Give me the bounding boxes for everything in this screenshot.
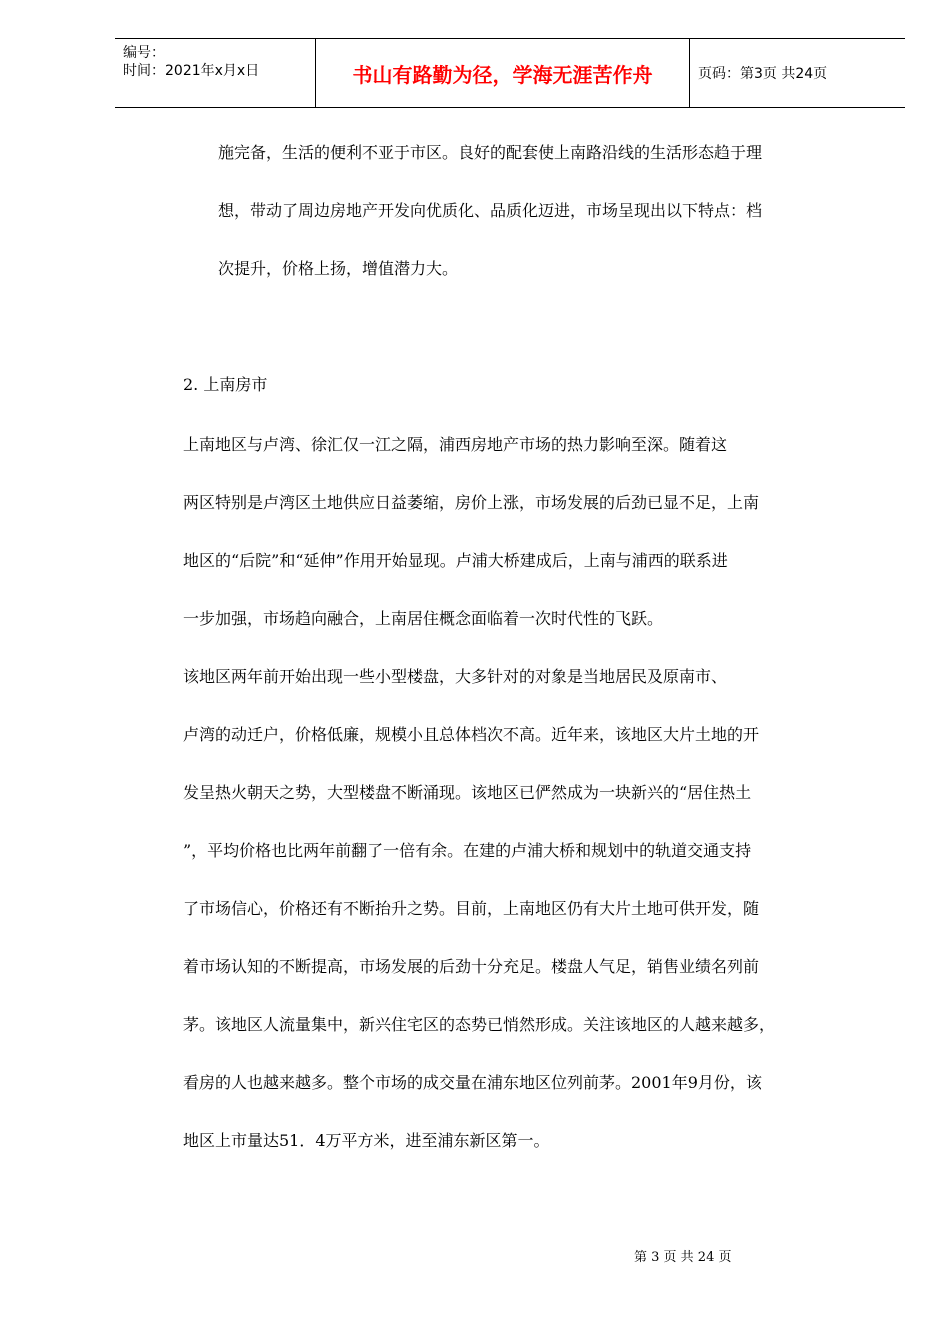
para3-line-9: 地区上市量达51．4万平方米，进至浦东新区第一。: [183, 1131, 550, 1150]
para2-line-4: 一步加强，市场趋向融合，上南居住概念面临着一次时代性的飞跃。: [183, 609, 664, 628]
para2-line-2: 两区特别是卢湾区土地供应日益萎缩，房价上涨，市场发展的后劲已显不足，上南: [183, 493, 760, 512]
para3-line-3: 发呈热火朝天之势，大型楼盘不断涌现。该地区已俨然成为一块新兴的“居住热土: [183, 783, 752, 802]
header-meta: [115, 39, 316, 107]
time-label: 时间：2021年x月x日: [123, 63, 260, 79]
para2-line-3: 地区的“后院”和“延伸”作用开始显现。卢浦大桥建成后，上南与浦西的联系进: [183, 551, 728, 570]
header-page-label: 页码：第3页 共24页: [698, 66, 828, 82]
para2-line-1: 上南地区与卢湾、徐汇仅一江之隔，浦西房地产市场的热力影响至深。随着这: [183, 435, 728, 454]
para3-line-8: 看房的人也越来越多。整个市场的成交量在浦东地区位列前茅。2001年9月份，该: [183, 1073, 762, 1092]
section-heading: 2. 上南房市: [183, 375, 268, 394]
para1-line-3: 次提升，价格上扬，增值潜力大。: [218, 259, 459, 278]
page-footer: 第 3 页 共 24 页: [634, 1250, 732, 1265]
header-motto: 书山有路勤为径，学海无涯苦作舟: [316, 39, 690, 107]
para3-line-1: 该地区两年前开始出现一些小型楼盘，大多针对的对象是当地居民及原南市、: [183, 667, 728, 686]
para3-line-4: ”，平均价格也比两年前翻了一倍有余。在建的卢浦大桥和规划中的轨道交通支持: [183, 841, 752, 860]
para3-line-7: 茅。该地区人流量集中，新兴住宅区的态势已悄然形成。关注该地区的人越来越多，: [183, 1015, 776, 1034]
para3-line-6: 着市场认知的不断提高，市场发展的后劲十分充足。楼盘人气足，销售业绩名列前: [183, 957, 760, 976]
para1-line-1: 施完备，生活的便利不亚于市区。良好的配套使上南路沿线的生活形态趋于理: [218, 143, 763, 162]
para3-line-2: 卢湾的动迁户，价格低廉，规模小且总体档次不高。近年来，该地区大片土地的开: [183, 725, 760, 744]
number-label: 编号：: [123, 45, 165, 61]
para1-line-2: 想，带动了周边房地产开发向优质化、品质化迈进，市场呈现出以下特点：档: [218, 201, 763, 220]
document-header: [115, 38, 905, 108]
para3-line-5: 了市场信心，价格还有不断抬升之势。目前，上南地区仍有大片土地可供开发，随: [183, 899, 760, 918]
